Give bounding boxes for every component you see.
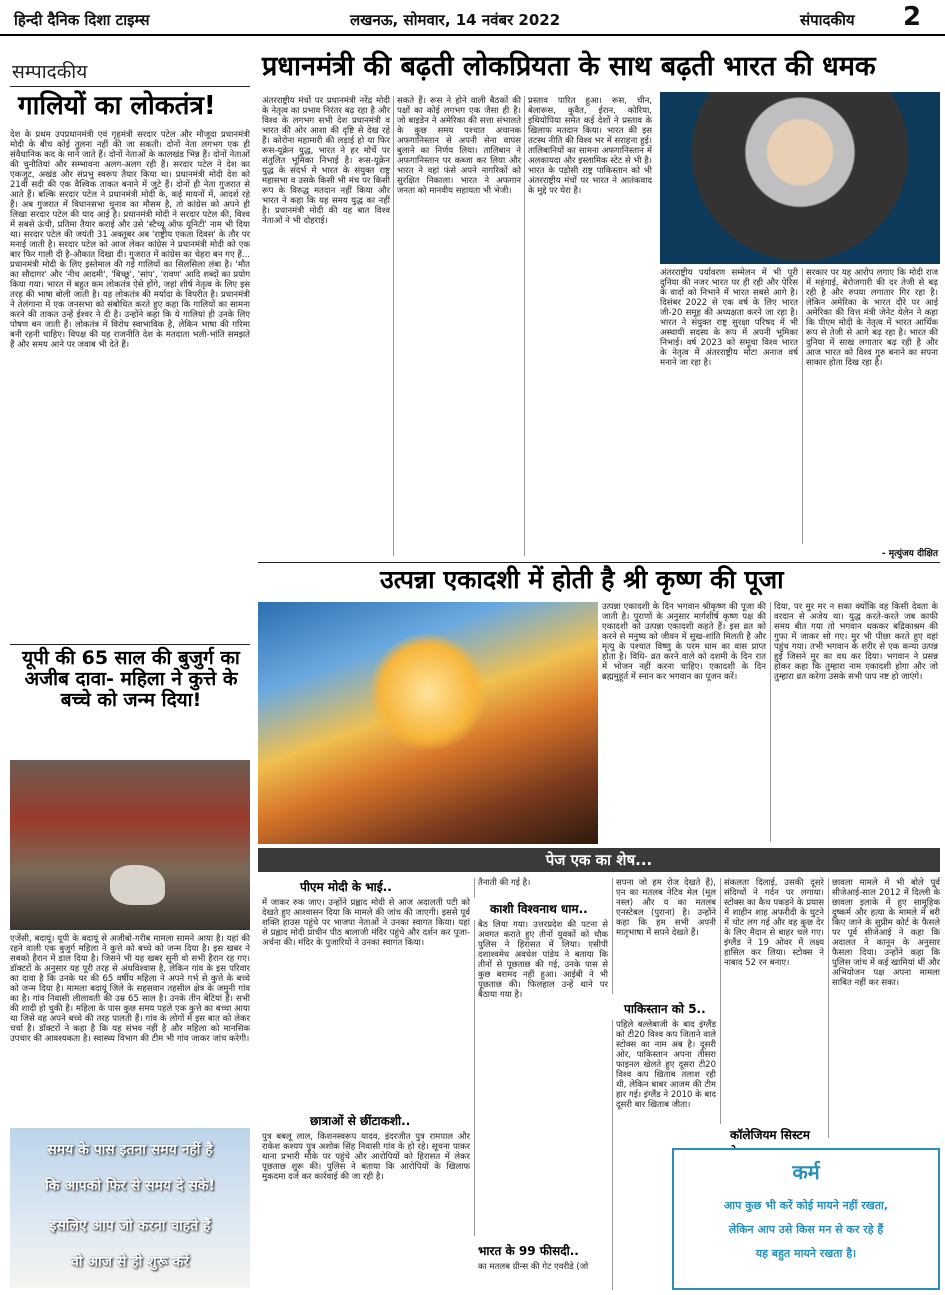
story-pakistan-title: पाकिस्तान को 5..: [624, 1002, 706, 1016]
story-kashi-title: काशी विश्वनाथ धाम..: [490, 902, 588, 916]
up-story-headline: यूपी की 65 साल की बुजुर्ग का अजीब दावा- महिला ने कुत्ते के बच्चे को जन्म दिया!: [22, 647, 240, 711]
karm-line-1: आप कुछ भी करें कोई मायने नहीं रखता,: [723, 1199, 889, 1212]
dateline: लखनऊ, सोमवार, 14 नवंबर 2022: [350, 11, 561, 29]
quote-line-4: वो आज से ही शुरू करें: [71, 1254, 189, 1270]
story-kashi-text: बैठ लिया गया। उत्तरप्रदेश की पटना से अवगत कराते हुए तीनों युवकों को चौक पुलिस ने हिरासत में लिया। एसीपी दशाश्वमेध अवधेश पांडेय ने बताया कि तीनों से पूछताछ की गई, उनके पास से कुछ बरामद नहीं हुआ। आईबी ने भी पूछताछ की। फिलहाल उन्हें थाने पर बैठाया गया है।: [474, 920, 608, 1236]
top-story-col-2: सकते हैं। रूस ने होने वाली बैठकों की पक्षों का कोई लगभग एक जैसा ही है। जो बाइडेन ने अमेरिका की सत्ता संभालते के कुछ समय पश्चात अचानक अफगानिस्तान से अपनी सेना वापस बुलाने का निर्णय लिया। तालिबान ने अफगानिस्तान पर कब्जा कर लिया और भारत ने वहां फंसे अपने नागरिकों को सुरक्षित निकाला। भारत ने अफगान जनता को मानवीय सहायता भी भेजी।: [393, 96, 521, 556]
quote-line-2: कि आपको फिर से समय दे सके!: [45, 1178, 215, 1194]
ekadashi-headline: उत्पन्ना एकादशी में होती है श्री कृष्ण की पूजा: [380, 565, 784, 594]
story-99-percent-title: भारत के 99 फीसदी..: [478, 1244, 579, 1258]
ekadashi-col-1: उत्पन्ना एकादशी के दिन भगवान श्रीकृष्ण की पूजा की जाती है। पुराणों के अनुसार मार्गशीर्ष कृष्ण पक्ष की एकादशी को उत्पन्ना एकादशी कहते हैं। इस व्रत को करने से मनुष्य को जीवन में सुख-शांति मिलती है और मृत्यु के पश्चात विष्णु के परम धाम का वास प्राप्त होता है। विधि- व्रत करने वाले को दशमी के दिन रात में भोजन नहीं करना चाहिए। एकादशी के दिन ब्रह्ममुहूर्त में स्नान कर भगवान का पूजन करें।: [602, 602, 766, 683]
top-story-col-3: प्रस्ताव पारित हुआ। रूस, चीन, बेलारूस, कुवैत, ईरान, कोरिया, इथियोपिया समेत कई देशों ने प्रस्ताव के खिलाफ मतदान किया। भारत की इस तटस्थ नीति की विश्व भर में सराहना हुई। तालिबानियों का सामना अफगानिस्तान में अलकायदा और इस्लामिक स्टेट से भी है। भारत के पड़ोसी राष्ट्र पाकिस्तान को भी अंतरराष्ट्रीय मंचों पर भारत ने आतंकवाद के मुद्दे पर घेरा है।: [524, 96, 652, 556]
top-story-col-4: अंतरराष्ट्रीय पर्यावरण सम्मेलन में भी पूरी दुनिया की नजर भारत पर ही रही और पेरिस के वादों को निभाने में भारत सबसे आगे है। दिसंबर 2022 से एक वर्ष के लिए भारत जी-20 समूह की अध्यक्षता करने जा रहा है। भारत ने संयुक्त राष्ट्र सुरक्षा परिषद में भी अस्थायी सदस्य के रूप में अपनी भूमिका निभाई। वर्ष 2023 को समूचा विश्व भारत के नेतृत्व में अंतरराष्ट्रीय मोटा अनाज वर्ष मनाने जा रहा है।: [660, 268, 798, 369]
editorial-section-label: सम्पादकीय: [12, 61, 88, 83]
top-story-byline: - मृत्युंजय दीक्षित: [881, 549, 938, 559]
section-name: संपादकीय: [800, 11, 855, 29]
story-99-percent-text: का मतलब ग्रीन्स की गेट एवरीडे (जो: [478, 1262, 589, 1272]
puppy-shape: [110, 865, 165, 905]
divider: [10, 644, 250, 645]
page-number: 2: [903, 2, 922, 32]
paper-name: हिन्दी दैनिक दिशा टाइम्स: [14, 11, 150, 29]
editorial-body: देश के प्रथम उपप्रधानमंत्री एवं गृहमंत्री सरदार पटेल और मौजूदा प्रधानमंत्री मोदी के बीच कोई तुलना नहीं की जा सकती। दोनों नेता लगभग एक ही संवैधानिक कद के माने जाते हैं। दोनों नेताओं के कालखंड भिन्न हैं। दोनों नेताओं की चुनौतियां और सम्भावना अलग-अलग रही हैं। सरदार पटेल ने देश का एकजुट, अखंड और संप्रभु स्वरूप तैयार किया था। प्रधानमंत्री मोदी देश को 21वीं सदी की एक वैश्विक ताकत बनाने में जुटे हैं। दोनों ही नेता गुजरात से आते हैं। बल्कि सरदार पटेल ने प्रधानमंत्री मोदी के, कई मायनों में, आदर्श रहे हैं। अब गुजरात में विधानसभा चुनाव का मौसम है, तो कांग्रेस को अपने ही लिखा सरदार पटेल की याद आई है। प्रधानमंत्री मोदी ने सरदार पटेल की, विश्व में सबसे ऊंची, प्रतिमा तैयार कराई और उसे 'स्टैच्यू ऑफ यूनिटी' नाम भी दिया था। सरदार पटेल की जयंती 31 अक्तूबर अब 'राष्ट्रीय एकता दिवस' के तौर पर मनाई जाती है। सरदार पटेल को आज लेकर कांग्रेस ने प्रधानमंत्री मोदी को एक बार फिर गाली दी है-औकात दिखा दी। गुजरात में कांग्रेस का चेहरा बन गए हैं... प्रधानमंत्री मोदी के लिए इस्तेमाल की गई गालियों का सिलसिला लंबा है। 'मौत का सौदागर' और 'नीच आदमी', 'बिच्छू', 'सांप', 'रावण' आदि शब्दों का प्रयोग किया गया। भारत में बहुत कम लोकतंत्र ऐसे होंगे, जहां शीर्ष नेतृत्व के लिए इस तरह की भाषा बोली जाती है। यह लोकतंत्र की मर्यादा के विपरीत है। प्रधानमंत्री ने तेलंगाना में एक जनसभा को संबोधित करते हुए कहा कि गालियों का सामना करने की ताकत उन्हें ईश्वर ने दी है। उन्होंने कहा कि ये गालियां ही उनके लिए पोषण बन जाती हैं। लोकतंत्र में विरोध स्वाभाविक है, लेकिन भाषा की गरिमा बनी रहनी चाहिए। विपक्ष की यह राजनीति देश के मतदाता भली-भांति समझते हैं और समय आने पर जवाब भी देते हैं।: [10, 130, 250, 351]
quote-box: [10, 1128, 250, 1288]
quote-line-3: इसलिए आप जो करना चाहते हैं: [49, 1218, 211, 1234]
story-dream-text: सपना जो हम रोज देखते हैं), एन का मतलब नेटिव मेल (मूल नस्ल) और य का मतलब एनस्टेबल (पुराना) है। उन्होंने कहा कि हम सभी अपनी मातृभाषा में सपने देखते हैं।: [612, 878, 716, 994]
ekadashi-col-2: दिया, पर मुर मर न सका क्योंकि वह किसी देवता के वरदान से अजेय था। युद्ध करते-करते जब काफी समय बीत गया तो भगवान थककर बद्रिकाश्रम की गुफा में जाकर सो गए। मुर भी पीछा करते हुए वहां पहुंच गया। तभी भगवान के शरीर से एक कन्या उत्पन्न हुई जिसने मुर का वध कर दिया। भगवान ने प्रसन्न होकर कहा कि तुम्हारा नाम एकादशी होगा और जो तुम्हारा व्रत करेगा उसके सभी पाप नष्ट हो जाएंगे।: [770, 602, 938, 842]
quote-line-1: समय के पास इतना समय नहीं है: [47, 1142, 213, 1158]
story-pakistan-text: पहिले बल्लेबाजी के बाद इंग्लैंड को टी20 विश्व कप जिताने वाले स्टोक्स का नाम अब है। दूसरी ओर, पाकिस्तान अपना तीसरा फाइनल खेलते हुए दूसरा टी20 विश्व कप खिताब तलाश रही थी, लेकिन बाबर आजम की टीम हार गई। इंग्लैंड ने 2010 के बाद दूसरी बार खिताब जीता।: [612, 1020, 716, 1290]
story-pm-brother-text: में जाकर रुक जाए। उन्होंने प्रह्लाद मोदी से आज अदालती पटी को देखते हुए आश्वासन दिया कि मामले की जांच की जाएगी। इससे पूर्व शक्ति हाउस पहुंचे पर भाजपा नेताओं ने उनका स्वागत किया। यहां से प्रह्लाद मोदी प्राचीन पीठ बालाजी मंदिर पहुंचे और दर्शन कर पूजा-अर्चना की। मंदिर के पुजारियों ने उनका स्वागत किया।: [262, 898, 470, 949]
story-chhawla-text: छावला मामले में भी बोले पूर्व सीजेआई-साल 2012 में दिल्ली के छावला इलाके में हुए सामूहिक दुष्कर्म और हत्या के मामले में बरी किए जाने के सुप्रीम कोर्ट के फैसले पर पूर्व सीजेआई ने कहा कि अदालत ने कानून के अनुसार फैसला दिया। उन्होंने कहा कि पुलिस जांच में कई खामियां थीं और अभियोजन पक्ष अपना मामला साबित नहीं कर सका।: [828, 878, 940, 1138]
up-story-body: एजेंसी, बदायूं। यूपी के बदायूं से अजीबो-गरीब मामला सामने आया है। यहां की रहने वाली एक बुजुर्ग महिला ने कुत्ते को बच्चे को जन्म दिया है। इस खबर ने सबको हैरान में डाल दिया है। जिसने भी यह खबर सुनी वो सभी हैरान रह गए। डॉक्टरों के अनुसार यह पूरी तरह से अंधविश्वास है, लेकिन गांव के इस परिवार का दावा है कि उनके घर की 65 वर्षीय महिला ने अपने गर्भ से कुत्ते के बच्चे को जन्म दिया है। मामला बदायूं जिले के सहसवान तहसील क्षेत्र के जमुनी गांव का है। गांव निवासी लीलावती की उम्र 65 साल है। उनके तीन बेटियां हैं। सभी की शादी हो चुकी है। महिला के पास कुछ समय पहले एक कुत्ते का बच्चा आया था जिसे वह अपने बच्चे की तरह पालती हैं। गांव के लोगों में इस बात को लेकर चर्चा है। डॉक्टरों ने कहा है कि यह संभव नहीं है और महिला को मानसिक उपचार की आवश्यकता है। स्वास्थ्य विभाग की टीम भी गांव जाकर जांच करेगी।: [10, 934, 250, 1045]
story-pm-brother-title: पीएम मोदी के भाई..: [300, 880, 392, 894]
story-chhatra-title: छात्राओं से छींटाकशी..: [310, 1114, 411, 1128]
editorial-headline: गालियों का लोकतंत्र!: [18, 91, 216, 121]
divider: [10, 86, 250, 87]
divider: [258, 562, 940, 563]
elderly-woman-photo: [10, 760, 250, 930]
pm-modi-photo: [660, 92, 940, 264]
story-kashi-pre: तैनाती की गई है।: [474, 878, 608, 898]
karm-title: कर्म: [792, 1160, 820, 1184]
karm-line-2: लेकिन आप उसे किस मन से कर रहे हैं: [728, 1223, 884, 1236]
top-story-headline: प्रधानमंत्री की बढ़ती लोकप्रियता के साथ बढ़ती भारत की धमक: [262, 51, 876, 82]
krishna-vishnu-painting: [258, 602, 598, 844]
karm-line-3: यह बहुत मायने रखता है।: [755, 1247, 857, 1260]
story-collegium-title: कॉलेजियम सिस्टम: [730, 1128, 810, 1142]
karm-quote-box: [672, 1148, 940, 1290]
top-story-col-1: अंतरराष्ट्रीय मंचों पर प्रधानमंत्री नरेंद्र मोदी के नेतृत्व का प्रभाव निरंतर बढ़ रहा है और विश्व के लगभग सभी देश प्रधानमंत्री व भारत की ओर आशा की दृष्टि से देख रहे हैं। कोरोना महामारी की लड़ाई हो या फिर रूस-यूक्रेन युद्ध, भारत ने हर मोर्चे पर संतुलित भूमिका निभाई है। रूस-यूक्रेन युद्ध के संदर्भ में भारत के संयुक्त राष्ट्र महासभा व उसके किसी भी मंच पर किसी रूप के विरुद्ध मतदान नहीं किया और भारत ने कहा कि यह समय युद्ध का नहीं है। प्रधानमंत्री मोदी की यह बात विश्व नेताओं ने भी दोहराई।: [262, 96, 390, 227]
masthead: [0, 0, 945, 36]
story-stokes-text: संकलता दिलाई, उसकी दूसरे संदिग्धों ने गर्दन पर लगाया। स्टोक्स का कैच पकड़ने के प्रयास में शाहीन शाह अफरीदी के घुटने में चोट लग गई और वह कुछ देर के लिए मैदान से बाहर चले गए। इंग्लैंड ने 19 ओवर में लक्ष्य हासिल कर लिया। स्टोक्स ने नाबाद 52 रन बनाए।: [720, 878, 824, 1124]
top-story-col-5: सरकार पर यह आरोप लगाए कि मोदी राज में महंगाई, बेरोजगारी की दर तेजी से बढ़ रही है और रुपया लगातार गिर रहा है। लेकिन अमेरिका के भारत दौरे पर आई अमेरिका की वित्त मंत्री जेनेट येलेन ने कहा कि पीएम मोदी के नेतृत्व में भारत आर्थिक रूप से तेजी से आगे बढ़ रहा है। भारत की दुनिया में साख लगातार बढ़ रही है और आज भारत को विश्व गुरु बनाने का सपना साकार होता दिख रहा है।: [802, 268, 938, 544]
halo-shape: [368, 632, 488, 752]
story-chhatra-text: पुत्र बबलू लाल, किशनस्वरूप यादव, इंदरजीत पुत्र रामपाल और राकेश कश्यप पुत्र अशोक सिंह निवासी गांव के हो रहे। सूचना पाकर थाना प्रभारी मौके पर पहुंचे और आरोपियों को हिरासत में लेकर पूछताछ शुरू की। पुलिस ने बताया कि आरोपियों के खिलाफ मुकदमा दर्ज कर कार्रवाई की जा रही है।: [262, 1132, 470, 1183]
page-one-rest-banner: पेज एक का शेष...: [258, 848, 940, 872]
